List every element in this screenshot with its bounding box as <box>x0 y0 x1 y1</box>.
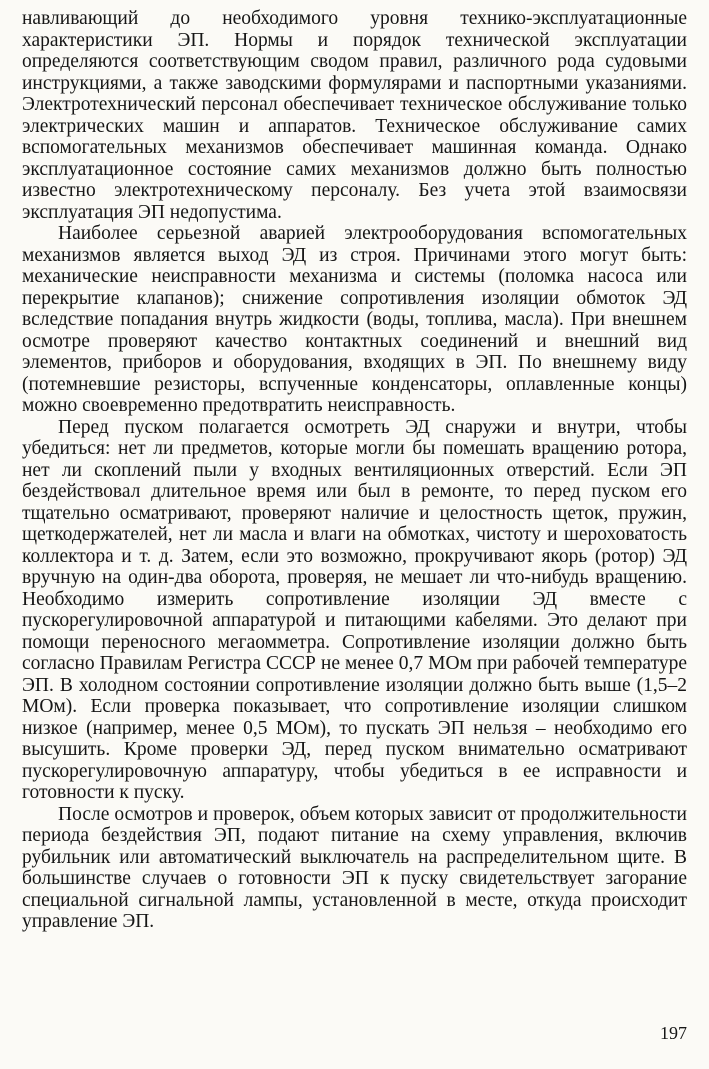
page-number: 197 <box>660 1023 687 1043</box>
paragraph-2: Наиболее серьезной аварией электрооборудования вспомогательных механизмов является выход ЭД из строя. Причинами этого могут быть: механические неисправности механизма и системы (поломка насоса или перекрытие клапанов); снижение сопротивления изоляции обмоток ЭД вследствие попадания внутрь жидкости (воды, топлива, масла). При внешнем осмотре проверяют качество контактных соединений и внешний вид элементов, приборов и оборудования, входящих в ЭП. По внешнему виду (потемневшие резисторы, вспученные конденсаторы, оплавленные концы) можно своевременно предотвратить неисправность. <box>22 223 687 416</box>
page-body <box>22 8 687 933</box>
paragraph-1: навливающий до необходимого уровня технико-эксплуатационные характеристики ЭП. Нормы и порядок технической эксплуатации определяются соответствующим сводом правил, различного рода судовыми инструкциями, а также заводскими формулярами и паспортными указаниями. Электротехнический персонал обеспечивает техническое обслуживание только электрических машин и аппаратов. Техническое обслуживание самих вспомогательных механизмов обеспечивает машинная команда. Однако эксплуатационное состояние самих механизмов должно быть полностью известно электротехническому персоналу. Без учета этой взаимосвязи эксплуатация ЭП недопустима. <box>22 8 687 223</box>
paragraph-3: Перед пуском полагается осмотреть ЭД снаружи и внутри, чтобы убедиться: нет ли предметов, которые могли бы помешать вращению ротора, нет ли скоплений пыли у входных вентиляционных отверстий. Если ЭП бездействовал длительное время или был в ремонте, то перед пуском его тщательно осматривают, проверяют наличие и целостность щеток, пружин, щеткодержателей, нет ли масла и влаги на обмотках, чистоту и шероховатость коллектора и т. д. Затем, если это возможно, прокручивают якорь (ротор) ЭД вручную на один-два оборота, проверяя, не мешает ли что-нибудь вращению. Необходимо измерить сопротивление изоляции ЭД вместе с пускорегулировочной аппаратурой и питающими кабелями. Это делают при помощи переносного мегаомметра. Сопротивление изоляции должно быть согласно Правилам Регистра СССР не менее 0,7 МОм при рабочей температуре ЭП. В холодном состоянии сопротивление изоляции должно быть выше (1,5–2 МОм). Если проверка показывает, что сопротивление изоляции слишком низкое (например, менее 0,5 МОм), то пускать ЭП нельзя – необходимо его высушить. Кроме проверки ЭД, перед пуском внимательно осматривают пускорегулировочную аппаратуру, чтобы убедиться в ее исправности и готовности к пуску. <box>22 416 687 803</box>
paragraph-4: После осмотров и проверок, объем которых зависит от продолжительности периода бездействия ЭП, подают питание на схему управления, включив рубильник или автоматический выключатель на распределительном щите. В большинстве случаев о готовности ЭП к пуску свидетельствует загорание специальной сигнальной лампы, установленной в месте, откуда происходит управление ЭП. <box>22 803 687 932</box>
